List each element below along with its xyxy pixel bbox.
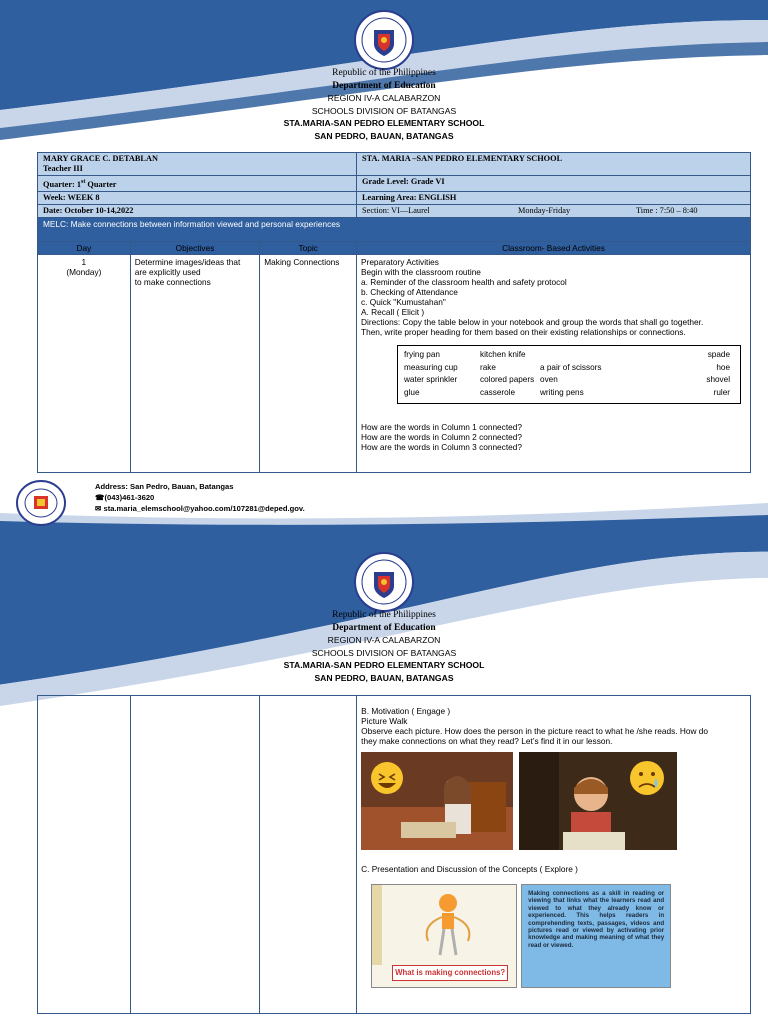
col-day: Day (38, 241, 131, 254)
teacher-cell (38, 153, 357, 176)
letterhead-2: Republic of the Philippines Department of Education REGION IV-A CALABARZON SCHOOLS DIVISION OF BATANGAS STA.MARIA-SAN PEDRO ELEMENTARY SCHOOL SAN PEDRO, BAUAN, BATANGAS (283, 610, 485, 683)
motivation-heading: B. Motivation ( Engage ) (361, 706, 451, 716)
picture-walk: Picture Walk (361, 716, 408, 726)
deped-seal-icon-2 (354, 552, 414, 612)
melc: MELC: Make connections between information viewed and personal experiences (38, 217, 751, 241)
division-line: SCHOOLS DIVISION OF BATANGAS (311, 105, 457, 116)
address-line: SAN PEDRO, BAUAN, BATANGAS (314, 130, 454, 141)
days: Monday-Friday (518, 205, 571, 215)
grade-level: Grade Level: Grade VI (357, 176, 751, 192)
col-objectives: Objectives (130, 241, 260, 254)
thinking-figure-icon (372, 885, 518, 965)
topic-cell-2 (260, 696, 357, 1014)
department-line: Department of Education (332, 80, 436, 91)
day-cell: 1 (Monday) (38, 254, 131, 472)
footer-address: Address: San Pedro, Bauan, Batangas (95, 482, 234, 491)
school-name: STA. MARIA –SAN PEDRO ELEMENTARY SCHOOL (357, 153, 751, 176)
lesson-plan-table-2 (37, 695, 751, 1014)
reading-boy-picture (519, 752, 677, 850)
definition-box: Making connections as a skill in reading or viewing that links what the learners read and viewed to what they already know or experienced. This helps readers in comprehending texts, passages, videos and pictures read or viewed by activating prior knowledge and making meaning of what they read or viewed. (521, 884, 671, 988)
lesson-plan-table (37, 152, 751, 473)
footer-phone: ☎(043)461-3620 (95, 493, 155, 502)
week: Week: WEEK 8 (38, 191, 357, 204)
letterhead (0, 67, 768, 142)
word-table: frying pan kitchen knife spade measuring cup rake a pair of scissors hoe water sprinkler colored papers oven shovel glue casserole writing pens ruler (397, 345, 741, 404)
teacher-title: Teacher III (43, 164, 83, 173)
col-topic: Topic (260, 241, 357, 254)
reading-girl-picture (361, 752, 513, 850)
section: Section: VI—Laurel (362, 205, 430, 215)
quarter-cell: Quarter: 1st Quarter (38, 176, 357, 192)
topic-cell: Making Connections (260, 254, 357, 472)
school-logo-icon (16, 480, 66, 526)
objectives-cell-2 (130, 696, 260, 1014)
picture-row (361, 752, 746, 850)
teacher-name: MARY GRACE C. DETABLAN (43, 154, 158, 163)
presentation-heading: C. Presentation and Discussion of the Concepts ( Explore ) (361, 864, 578, 874)
day-cell-2 (38, 696, 131, 1014)
page-2 (0, 528, 768, 1024)
footer-text (95, 481, 305, 514)
learning-area: Learning Area: ENGLISH (357, 191, 751, 204)
republic-line: Republic of the Philippines (332, 68, 436, 78)
date: Date: October 10-14,2022 (38, 204, 357, 217)
deped-seal-icon (354, 10, 414, 70)
region-line: REGION IV-A CALABARZON (327, 93, 441, 103)
concept-image (371, 884, 517, 988)
schedule-cell (357, 204, 751, 217)
school-line: STA.MARIA-SAN PEDRO ELEMENTARY SCHOOL (283, 118, 485, 128)
concept-row (371, 884, 746, 988)
col-activities: Classroom- Based Activities (357, 241, 751, 254)
concept-caption: What is making connections? (392, 965, 508, 981)
footer-email: ✉ sta.maria_elemschool@yahoo.com/107281@deped.gov. (95, 504, 305, 513)
activities-cell: Preparatory Activities Begin with the classroom routine a. Reminder of the classroom health and safety protocol b. Checking of Attendance c. Quick "Kumustahan" A. Recall ( Elicit ) Directions: Copy the table below in your notebook and group the words that shall go together. Then, write proper heading for them based on their existing relationships or connections. frying pan kitchen knife spade measuring cup rake a pair of scissors hoe water sprinkler colored papers oven shovel glue casserole writing pens ruler How are the words in Column 1 connected? How are the words in Column 2 connected? How are the words in Column 3 connected? (357, 254, 751, 472)
objectives-cell: Determine images/ideas that are explicitly used to make connections (130, 254, 260, 472)
activities-cell-2: B. Motivation ( Engage ) Picture Walk Observe each picture. How does the person in the picture react to what he /she reads. How do they make connections on what they read? Let’s find it in our lesson. C. Presentation and Discussion of the Concepts ( Explore ) What is making connections? Making connections as a skill in reading or viewing that links what the learners read and viewed to what they already know or experienced. This helps readers in comprehending texts, passages, videos and pictures read or viewed by activating prior knowledge and making meaning of what they read or viewed. (357, 696, 751, 1014)
time: Time : 7:50 – 8:40 (636, 205, 698, 215)
